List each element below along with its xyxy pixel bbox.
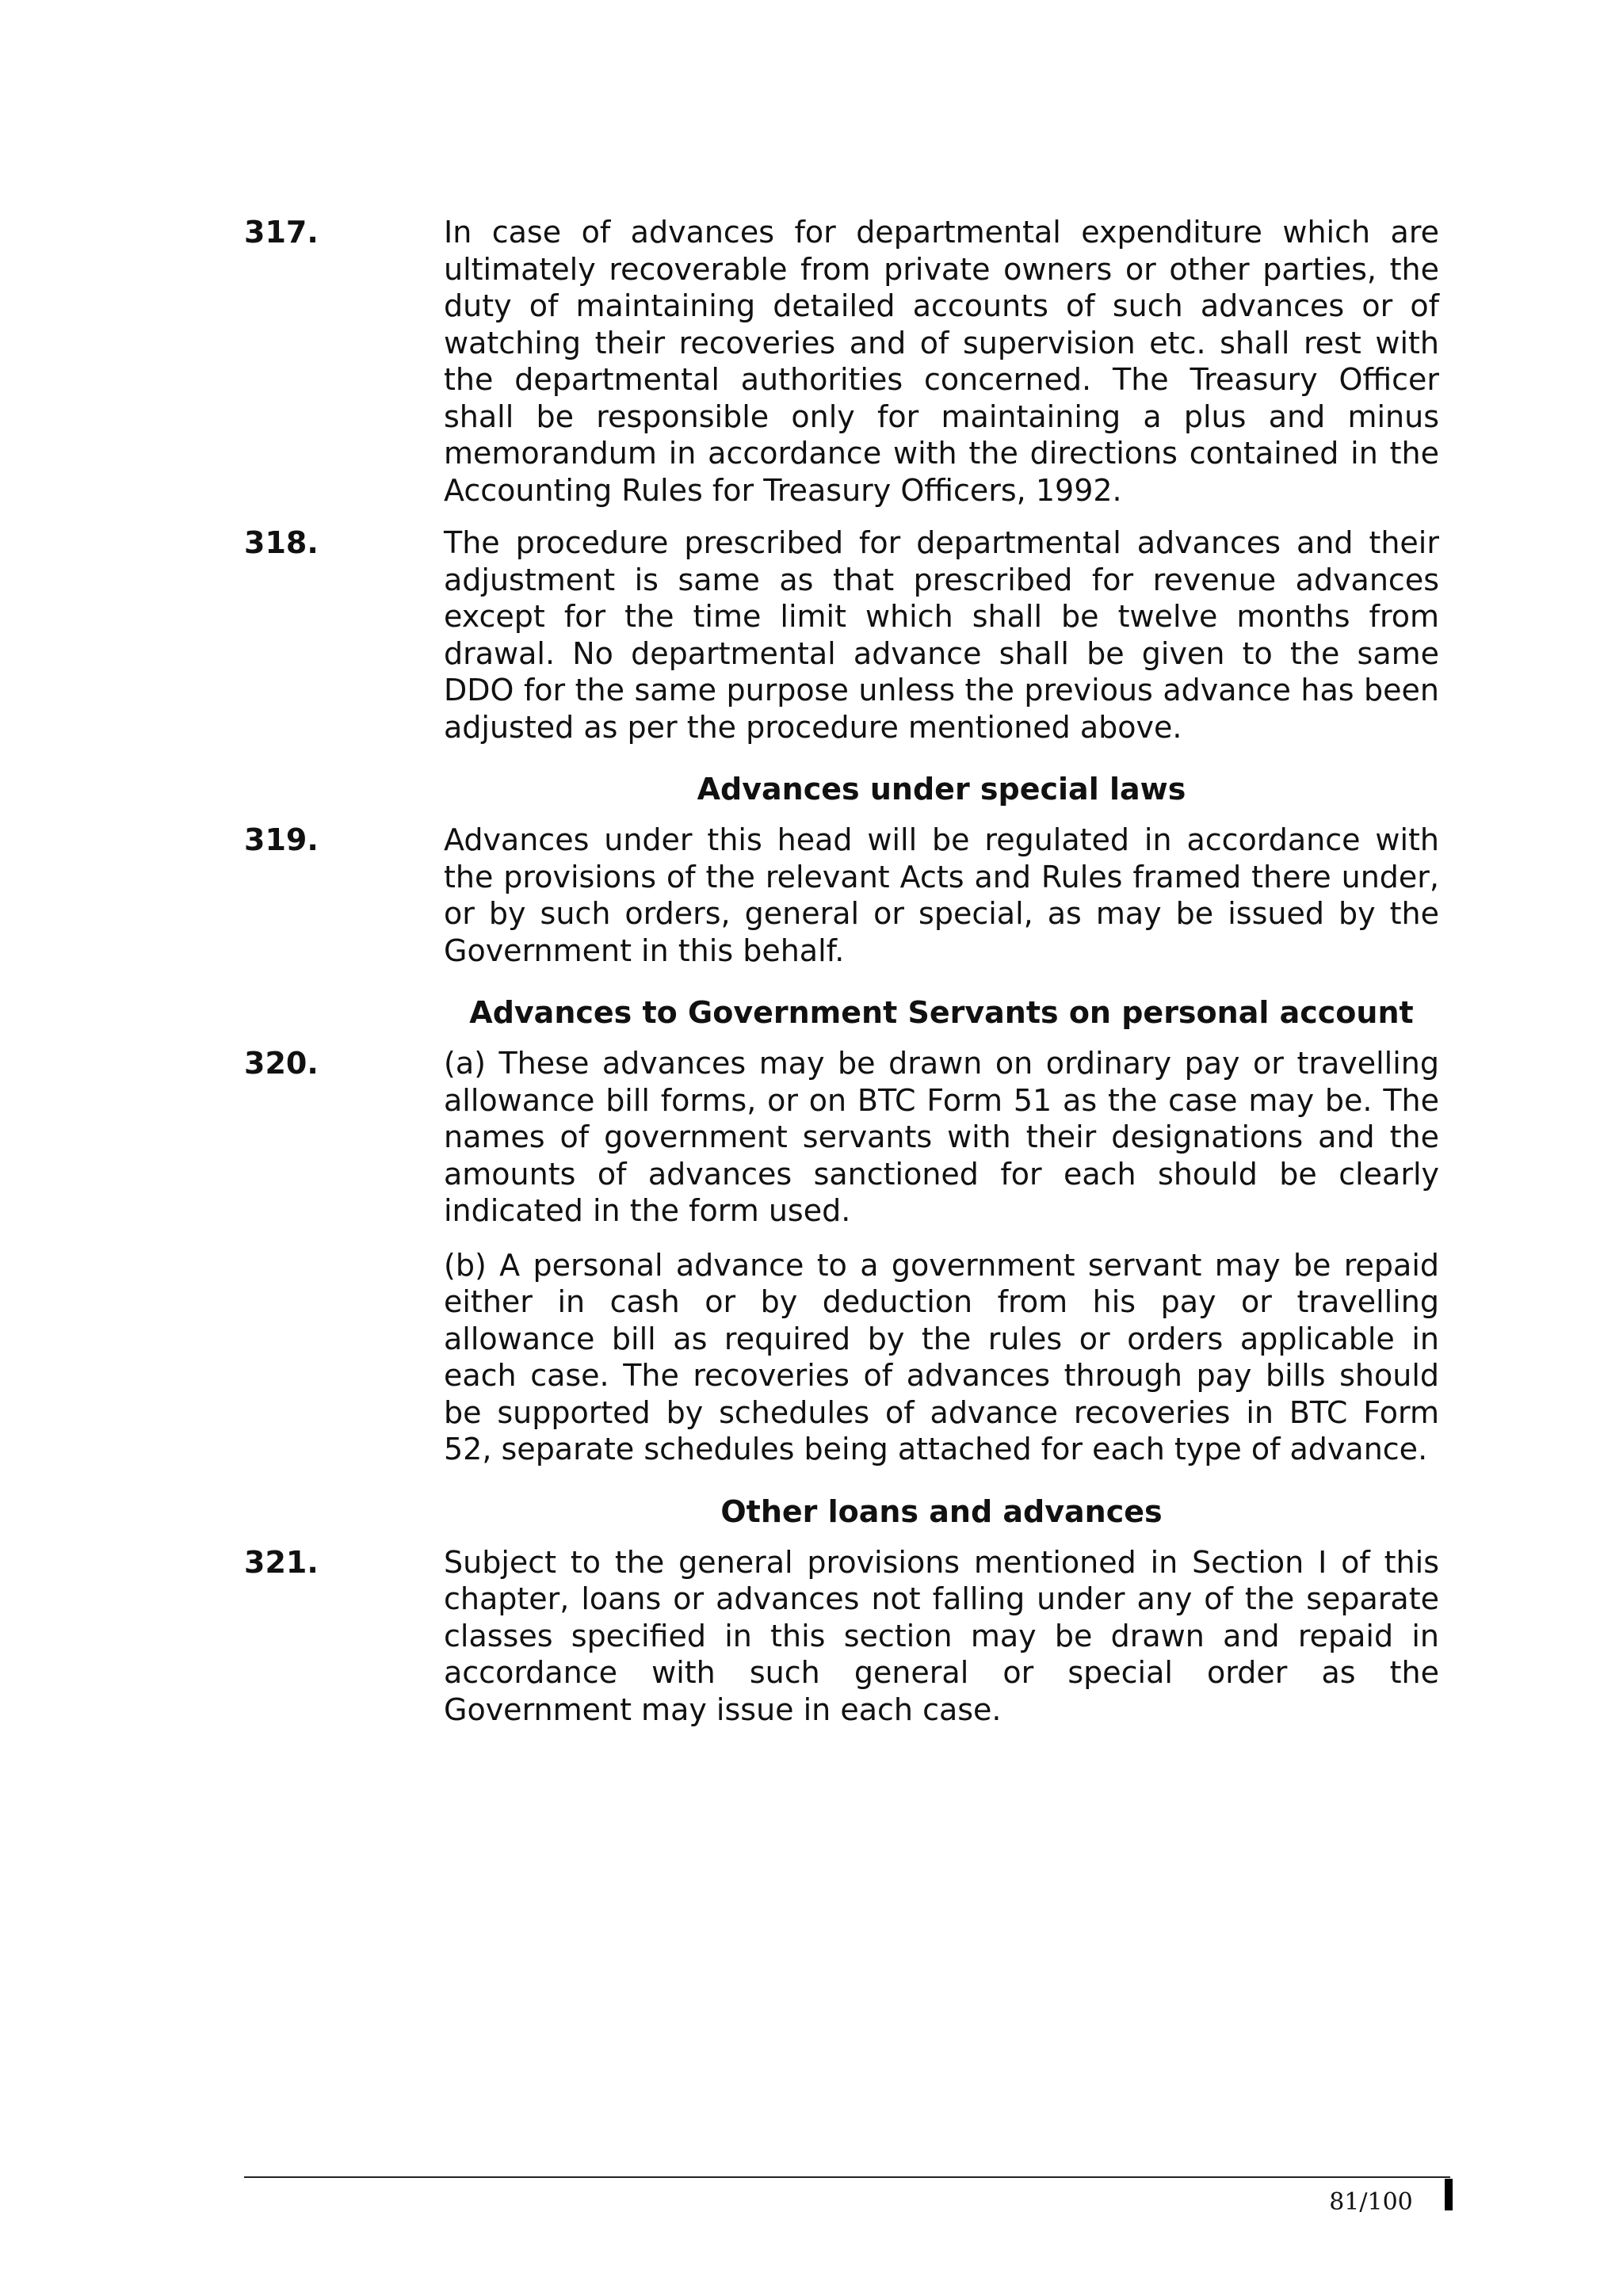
section-number: 319.	[244, 822, 319, 857]
page-edge-mark	[1445, 2179, 1453, 2210]
section-heading: Other loans and advances	[720, 1493, 1163, 1529]
section-body	[444, 1045, 1439, 1468]
section-paragraph: Subject to the general provisions mentioned in Section I of this chapter, loans or advances not falling under any of the separate classes specified in this section may be drawn and repaid in accordance with such general or special order as the Government may issue in each case.	[444, 1544, 1439, 1727]
section-paragraph: Advances under this head will be regulated in accordance with the provisions of the relevant Acts and Rules framed there under, or by such orders, general or special, as may be issued by the Government in this behalf.	[444, 822, 1439, 968]
section-paragraph: (b) A personal advance to a government servant may be repaid either in cash or by deduction from his pay or travelling allowance bill as required by the rules or orders applicable in each case. The recoveries of advances through pay bills should be supported by schedules of advance recoveries in BTC Form 52, separate schedules being attached for each type of advance.	[444, 1247, 1439, 1466]
section-number: 318.	[244, 525, 319, 560]
section-number: 317.	[244, 215, 319, 250]
section-number: 320.	[244, 1046, 319, 1081]
section-body	[444, 524, 1439, 746]
section-320	[244, 1045, 1439, 1468]
section-body	[444, 214, 1439, 509]
section-paragraph: In case of advances for departmental expenditure which are ultimately recoverable from private owners or other parties, the duty of maintaining detailed accounts of such advances or of watching their recoveries and of supervision etc. shall rest with the departmental authorities concerned. The Treasury Officer shall be responsible only for maintaining a plus and minus memorandum in accordance with the directions contained in the Accounting Rules for Treasury Officers, 1992.	[444, 215, 1439, 508]
section-318	[244, 524, 1439, 746]
section-body	[444, 822, 1439, 969]
section-body	[444, 1544, 1439, 1729]
section-paragraph: (a) These advances may be drawn on ordinary pay or travelling allowance bill forms, or on BTC Form 51 as the case may be. The names of government servants with their designations and the amounts of advances sanctioned for each should be clearly indicated in the form used.	[444, 1046, 1439, 1228]
page-number: 81/100	[1329, 2188, 1413, 2216]
section-number: 321.	[244, 1544, 319, 1580]
section-heading: Advances under special laws	[697, 772, 1186, 807]
section-319	[244, 822, 1439, 969]
section-paragraph: The procedure prescribed for departmental advances and their adjustment is same as that prescribed for revenue advances except for the time limit which shall be twelve months from drawal. No departmental advance shall be given to the same DDO for the same purpose unless the previous advance has been adjusted as per the procedure mentioned above.	[444, 525, 1439, 745]
section-321	[244, 1544, 1439, 1729]
document-body	[244, 214, 1439, 1744]
section-heading: Advances to Government Servants on personal account	[469, 995, 1414, 1030]
footer-rule	[244, 2176, 1450, 2178]
section-317	[244, 214, 1439, 509]
